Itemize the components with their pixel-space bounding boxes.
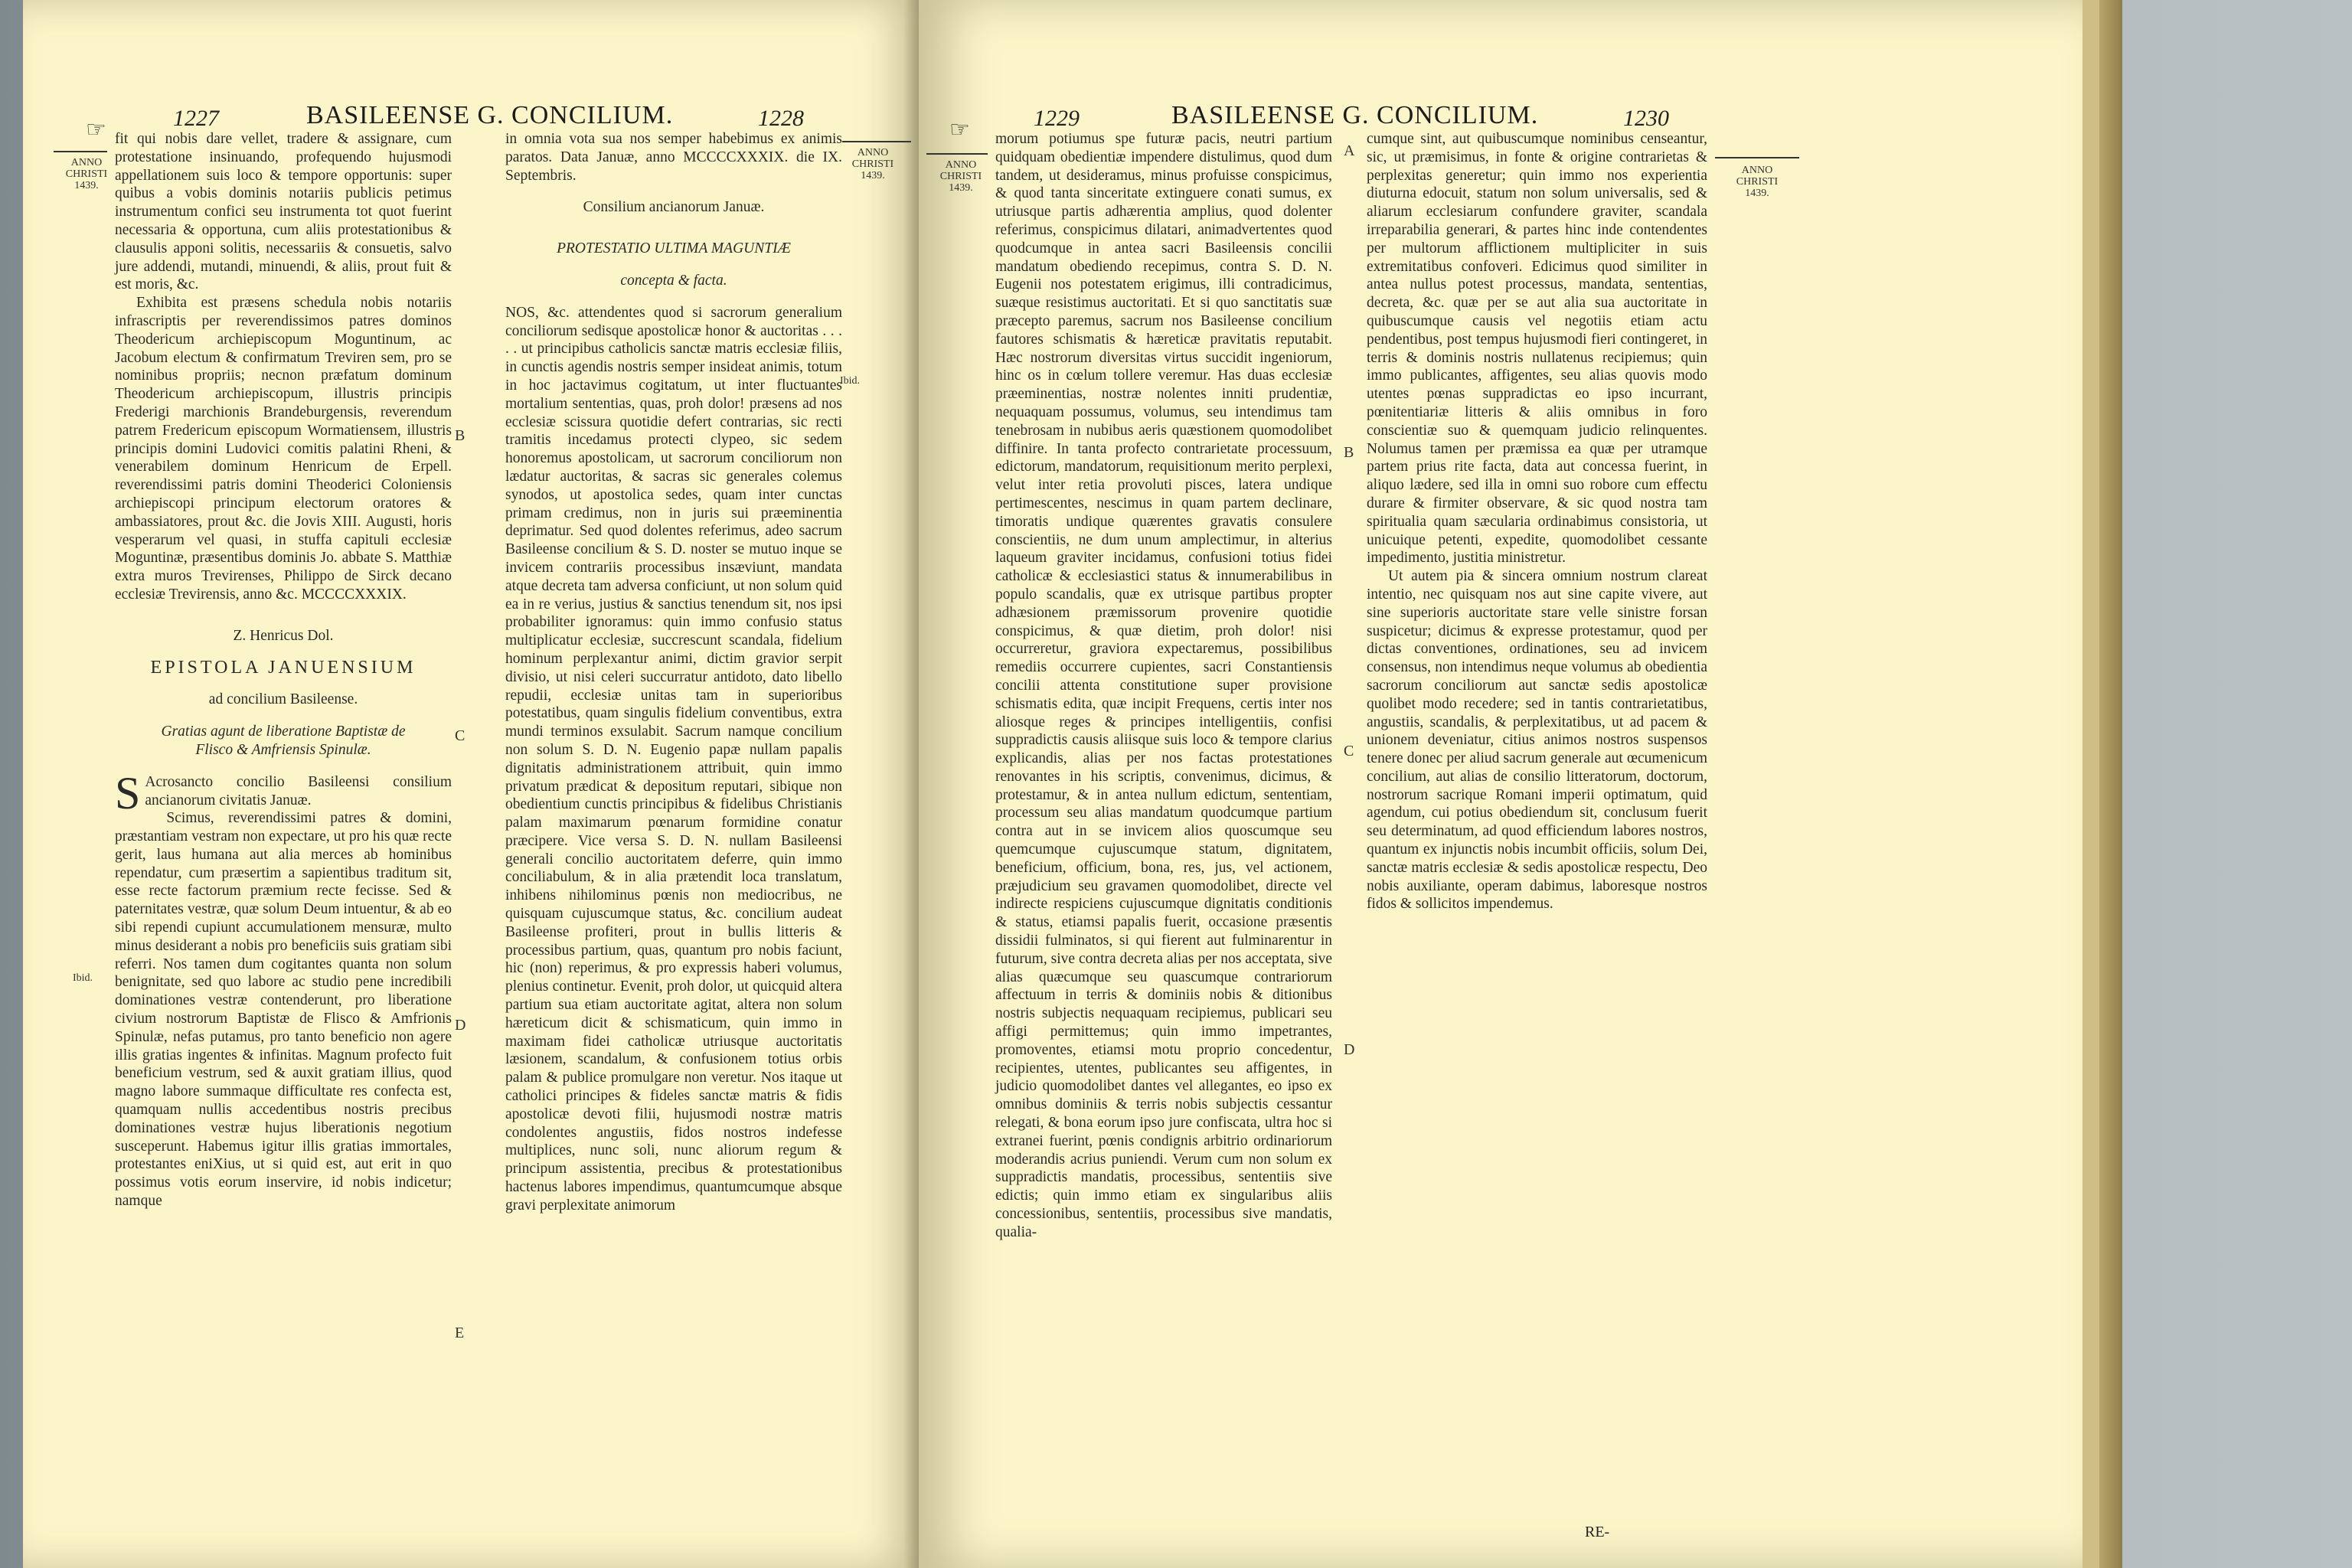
section-heading: EPISTOLA JANUENSIUM	[150, 657, 416, 678]
section-letter-e: E	[455, 1325, 465, 1341]
paragraph: Scimus, reverendissimi patres & domini, præstantiam vestram non expectare, ut pro his quæ recte gerit, laus humana aut alia merces ab hominibus rependatur, cum præsertim a sapientibus traditum sit, esse recte factorum præmium recte fecisse. Sed & paternitates vestræ, quæ solum Deum intuentur, & ab eo sibi rependi cupiunt accumulationem mensuræ, multo minus desiderant a nobis pro beneficiis suis gratiam sibi referri. Nos tamen dum cogitantes quanta non solum benignitate, sed quo labore ac studio pene incredibili dominationes vestræ contenderunt, pro liberatione civium nostrorum Baptistæ de Flisco & Amfrionis Spinulæ, nefas putamus, pro tanto beneficio non agere illis gratias ingentes & infinitas. Magnum profecto fuit beneficium vestrum, sed & auxit gratiam illius, quod magno labore summaque difficultate res confecta est, quamquam nullis accedentibus nostris precibus dominationes vestræ hujus liberationis negotium susceperunt. Habemus igitur illis gratias immortales, protestantes eniXius, ut si quid est, aut erit in quo possimus votis eorum inservire, id nobis indicetur; namque	[115, 810, 452, 1210]
section-letter-c: C	[1344, 743, 1354, 760]
book-edge	[2082, 0, 2099, 1568]
left-column-2	[505, 130, 842, 1215]
folio-number-left: 1227	[173, 106, 219, 131]
paragraph: morum potiumus spe futuræ pacis, neutri partium quidquam obedientiæ impendere distulimus, quod dum tandem, ut desideramus, minus profuisse conspicimus, & quod tanta sinceritate extinguere conati sumus, ex utriusque partis adhærentia amplius, quod dolenter referimus, conspicimus dilatari, animadvertentes quod quodcumque in antea sacri Basileensis concilii mandatum obediendo recepimus, contra S. D. N. Eugenii nos potestatem erigimus, illi contradicimus, suæque resistimus auctoritati. Et si quo sanctitatis suæ præcepto paremus, sacrum nos Basileense concilium fautores schismatis & hæreticæ pravitatis reputabit. Hæc nostrorum diversitas virtus succidit ingeniorum, hinc os in cœlum tollere veremur. Has duas ecclesiæ præeminentias, nostræ nolentes inniti prudentiæ, nequaquam possumus, volumus, seu intendimus tam tenebrosam in nubibus aeris quæstionem quomodolibet diffinire. In tanta profecto contrarietate processuum, edictorum, mandatorum, requisitionum merito perplexi, velut inter retia provoluti pisces, latera undique pertimescentes, nescimus in quam partem declinare, timoratis undique quærentes gravatis consulere conscientiis, ne dum unum amplectimur, in alterius laqueum graviter incidamus, confusioni totius fidei catholicæ & ecclesiastici status & innumerabilibus in populo scandalis, quæ ex utrisque partibus propter adhæsionem præmissorum provenire quotidie conspicimus, & quæ dietim, proh dolor! nisi occurreretur, graviora expectaremus, possibilibus remediis occurrere cupientes, sacri Constantiensis concilii attenta constitutione super provisione schismatis edita, quæ incipit Frequens, certis inter nos aliosque reges & principes intelligentiis, confisi suppradictis causis aliisque suis loco & tempore clarius explicandis, alias per nos factas protestationes renovantes in his scriptis, convenimus, dicimus, & protestamur, & in antea nullum edictum, sententiam, processum seu alias mandatum quodcumque partium contra aut in se invicem alios quoscumque seu quemcumque cujuscumque statum, dignitatem, beneficium, officium, bona, res, jus, vel actionem, præjudicium seu gravamen quomodolibet, directe vel indirecte respiciens cujuscumque dignitatis conditionis & status, etiamsi papalis fuerit, occasione præsentis dissidii fulminatos, si qui fierent aut fulminarentur in futurum, sive contra decreta alias per nos acceptata, sive alias quæcumque seu quascumque contrariorum affectuum in terris & dominiis nobis & ditionibus nostris subjectis nequaquam recipiemus, publicari seu affigi permittemus; quin immo impetrantes, promoventes, etiamsi motu proprio concedentur, recipientes, utentes, publicantes seu affigentes, in judicio quomodolibet dantes vel allegantes, eo ipso ex omnibus dominiis & terris nobis subjectis cessantur relegati, & bona eorum ipso jure confiscata, ultra hoc si extranei fuerint, pœnis condignis arbitrio ordinariorum moderandis acrius puniendi. Verum cum non solum ex suppradictis mandatis, processibus, sententiis sive edictis; quin immo etiam ex singularibus aliis concessionibus, sententiis, processibus sive mandatis, qualia-	[995, 131, 1332, 1240]
section-letter-b: B	[455, 427, 466, 444]
margin-rule	[842, 141, 911, 142]
folio-number-left: 1229	[1034, 106, 1080, 131]
section-letter-a: A	[1344, 142, 1355, 159]
section-subheading: concepta & facta.	[620, 272, 727, 289]
margin-anno-christi: ANNO CHRISTI 1439.	[65, 157, 108, 191]
section-heading: PROTESTATIO ULTIMA MAGUNTIÆ	[557, 240, 791, 257]
section-letter-c: C	[455, 727, 466, 744]
pointing-hand-icon: ☞	[86, 117, 106, 142]
book-cover-edge	[2099, 0, 2122, 1568]
margin-ibid: Ibid.	[839, 375, 861, 387]
paragraph: Ut autem pia & sincera omnium nostrum clareat intentio, nec quisquam nos aut sine capite vivere, aut sine superioris auctoritate stare velle sinistre forsan suspicetur; dicimus & expresse protestamur, quod per dictas conventiones, ordinationes, seu ad invicem consensus, non intendimus neque volumus ab obedientia sacrorum conciliorum aut sanctæ sedis apostolicæ quolibet modo recedere; sed in tantis contrarietatibus, angustiis, scandalis, & perplexitatibus, ut ad pacem & unionem deveniatur, citius animos nostros suspensos tenere donec per aliud sacrum generale aut œcumenicum concilium, aut alias de consilio litteratorum, doctorum, nostrorum sacrique Romani imperii optimatum, quid agendum, cui potius obediendum sit, conclusum fuerit seu determinatum, ad quod efficiendum labores nostros, quantum ex injunctis nobis incumbit officiis, solum Dei, sanctæ matris ecclesiæ & sedis apostolicæ respectu, Deo nobis auxiliante, operam dabimus, laboresque nostros fidos & sollicitos impendemus.	[1367, 568, 1707, 913]
right-page	[919, 0, 2082, 1568]
book-spread	[23, 0, 2082, 1568]
running-title: BASILEENSE G. CONCILIUM.	[306, 101, 674, 129]
section-letter-b: B	[1344, 444, 1354, 461]
section-subheading: ad concilium Basileense.	[208, 691, 358, 708]
margin-ibid: Ibid.	[72, 972, 93, 984]
signature: Consilium ancianorum Januæ.	[583, 199, 765, 216]
running-title: BASILEENSE G. CONCILIUM.	[1171, 101, 1539, 129]
paragraph-text: Acrosancto concilio Basileensi consilium ancianorum civitatis Januæ.	[145, 773, 452, 808]
margin-anno-christi-2: ANNO CHRISTI 1439.	[851, 147, 894, 181]
section-letter-d: D	[1344, 1041, 1355, 1058]
signature: Z. Henricus Dol.	[233, 627, 334, 644]
drop-cap: S	[115, 767, 141, 818]
margin-rule	[926, 153, 988, 155]
paragraph: NOS, &c. attendentes quod si sacrorum generalium conciliorum sedisque apostolicæ honor & auctoritas . . . . . ut principibus catholicis sanctæ matris ecclesiæ filiis, in cunctis agendis nostris semper insideat animis, totum in hoc jactavimus cogitatum, ut inter fluctuantes mortalium sententias, quas, proh dolor! præsens ad nos ecclesiæ scissura quotidie defert contrarias, sic recti tramitis incedamus protecti clypeo, sic sedem honoremus apostolicam, ut sacrorum conciliorum non lædatur auctoritas, & sacras sic generales colemus synodos, ut apostolica sedes, quam inter cunctas primam credimus, non in juris sui præeminentia deprimatur. Sed quod dolentes referimus, adeo sacrum Basileense concilium & S. D. noster se mutuo inque se invicem contrariis processibus insæviunt, mandata atque decreta tam adversa conficiunt, ut non solum quid ea in re verius, justius & sanctius tenendum sit, nos ipsi probabiliter ignoramus: quin immo confusio status multiplicatur ecclesiæ, succrescunt scandala, fidelium hominum perplexantur animi, dictim gravior serpit divisio, ut nisi celeri succurratur antidoto, dato libello repudii, ecclesiæ unitas tam in superioribus potestatibus, quam singulis fidelium conventibus, extra mundi terminos exsulabit. Sacrum namque concilium non solum S. D. N. Eugenio papæ nullam papalis dignitatis administrationem attribuit, quin immo privatum prædicat & depositum reputari, sibique non obedientium cunctis principibus & fidelibus Christianis palam maximarum pœnarum formidine conatur præcipere. Vice versa S. D. N. nullam Basileensi generali concilio auctoritatem deferre, quin immo conciliabulum, & in alia prætendit loca translatum, inhibens nihilominus pœnis non mediocribus, ne quisquam cujuscumque status, &c. concilium audeat Basileense profiteri, prout in bullis litteris & processibus partium, quas, quantum pro nobis faciunt, hic (non) reperimus, & pro expressis haberi volumus, plenius continetur. Evenit, proh dolor, ut quicquid altera partium sua etiam auctoritate agitat, altera non solum hæreticum dicit & schismaticum, quin immo in maximam fidei catholicæ utriusque auctoritatis læsionem, scandalum, & confusionem totius orbis palam & publice promulgare non veretur. Nos itaque ut catholici principes & fideles sanctæ matris & fidis apostolicæ devoti filii, hujusmodi nostræ matris condolentes angustiis, fidos nostros indefesse multiplices, nunc soli, nunc aliorum regum & principum assistentia, precibus & protestationibus hactenus labores impendimus, quantumcumque absque gravi perplexitate animorum	[505, 304, 842, 1214]
section-letter-d: D	[455, 1017, 466, 1034]
folio-number-right: 1230	[1623, 106, 1669, 131]
margin-anno-christi: ANNO CHRISTI 1439.	[939, 159, 982, 194]
right-column-1	[995, 130, 1332, 1242]
paragraph: Exhibita est præsens schedula nobis notariis infrascriptis per reverendissimos patres dominos Theodericum archiepiscopum Moguntinum, ac Jacobum electum & confirmatum Treviren sem, pro se nominibus propriis; necnon præfatum dominum Theodericum archiepiscopum, illustris principis Frederigi marchionis Brandeburgensis, reverendum patrem Fredericum episcopum Wormatiensem, illustris principis domini Ludovici comitis palatini Rheni, & venerabilem dominum Henricum de Erpell. reverendissimi patris domini Theoderici Coloniensis archiepiscopi principum electorum oratores & ambassiatores, prout &c. die Jovis XIII. Augusti, horis vesperarum vel quasi, in stuffa capituli ecclesiæ Moguntinæ, præsentibus dominis Jo. abbate S. Matthiæ extra muros Trevirenses, Philippo de Sirck decano ecclesiæ Trevirensis, anno &c. MCCCCXXXIX.	[115, 295, 452, 603]
paragraph: fit qui nobis dare vellet, tradere & assignare, cum protestatione insinuando, profequendo hujusmodi appellationem suis loco & tempore opportunis: super quibus a vobis dominis notariis publicis petimus instrumentum confici seu instrumenta tot quot fuerint necessaria & opportuna, cum aliis protestationibus & clausulis apponi solitis, necessariis & consuetis, salvo jure addendi, mutandi, minuendi, & aliis, prout fuit & est moris, &c.	[115, 131, 452, 293]
margin-rule	[1715, 157, 1799, 158]
paragraph: cumque sint, aut quibuscumque nominibus censeantur, sic, ut præmisimus, in fonte & origine contrarietas & perplexitas generetur; quin immo nos experientia diuturna edocuit, statum non solum universalis, sed & aliarum ecclesiarum confundere graviter, scandala irreparabilia generari, & partes hinc inde contendentes per multorum afflictionem multipliciter in suis extremitatibus confoveri. Edicimus quod similiter in antea nullus potest processus, mandata, sententias, decreta, &c. quæ per se aut alia sua auctoritate in quibuscumque causis vel negotiis etiam actu pendentibus, post tempus hujusmodi fieri contingeret, in terris & dominis nostris nullatenus recipiemus; quin immo publicantes, affigentes, seu alias quovis modo utentes pœnas suppradictas eo ipso incurrant, pœnitentiariæ litteris & aliis omnibus in foro conscientiæ suo & quemquam judicio relinquentes. Nolumus tamen per præmissa ea quæ per utramque partem prius rite facta, data aut concessa fuerint, in aliquo lædere, sed illa in omni suo robore cum effectu durare & firmiter observare, & sic quod nostra tam spiritualia quam sæcularia ordinabimus consistoria, ut unicuique petenti, expedite, quomodolibet cessante impedimento, justitia ministretur.	[1367, 131, 1707, 567]
right-column-2	[1367, 130, 1707, 913]
left-column-1	[115, 130, 452, 1210]
paragraph	[115, 767, 452, 818]
section-summary: Gratias agunt de liberatione Baptistæ de Flisco & Amfriensis Spinulæ.	[161, 724, 406, 758]
margin-rule	[54, 151, 107, 152]
catchword: RE-	[1585, 1524, 1610, 1540]
folio-number-right: 1228	[758, 106, 804, 131]
margin-anno-christi-2: ANNO CHRISTI 1439.	[1736, 165, 1779, 199]
paragraph: in omnia vota sua nos semper habebimus ex animis paratos. Data Januæ, anno MCCCCXXXIX. die IX. Septembris.	[505, 131, 842, 184]
left-page	[23, 0, 919, 1568]
pointing-hand-icon: ☞	[949, 117, 970, 142]
